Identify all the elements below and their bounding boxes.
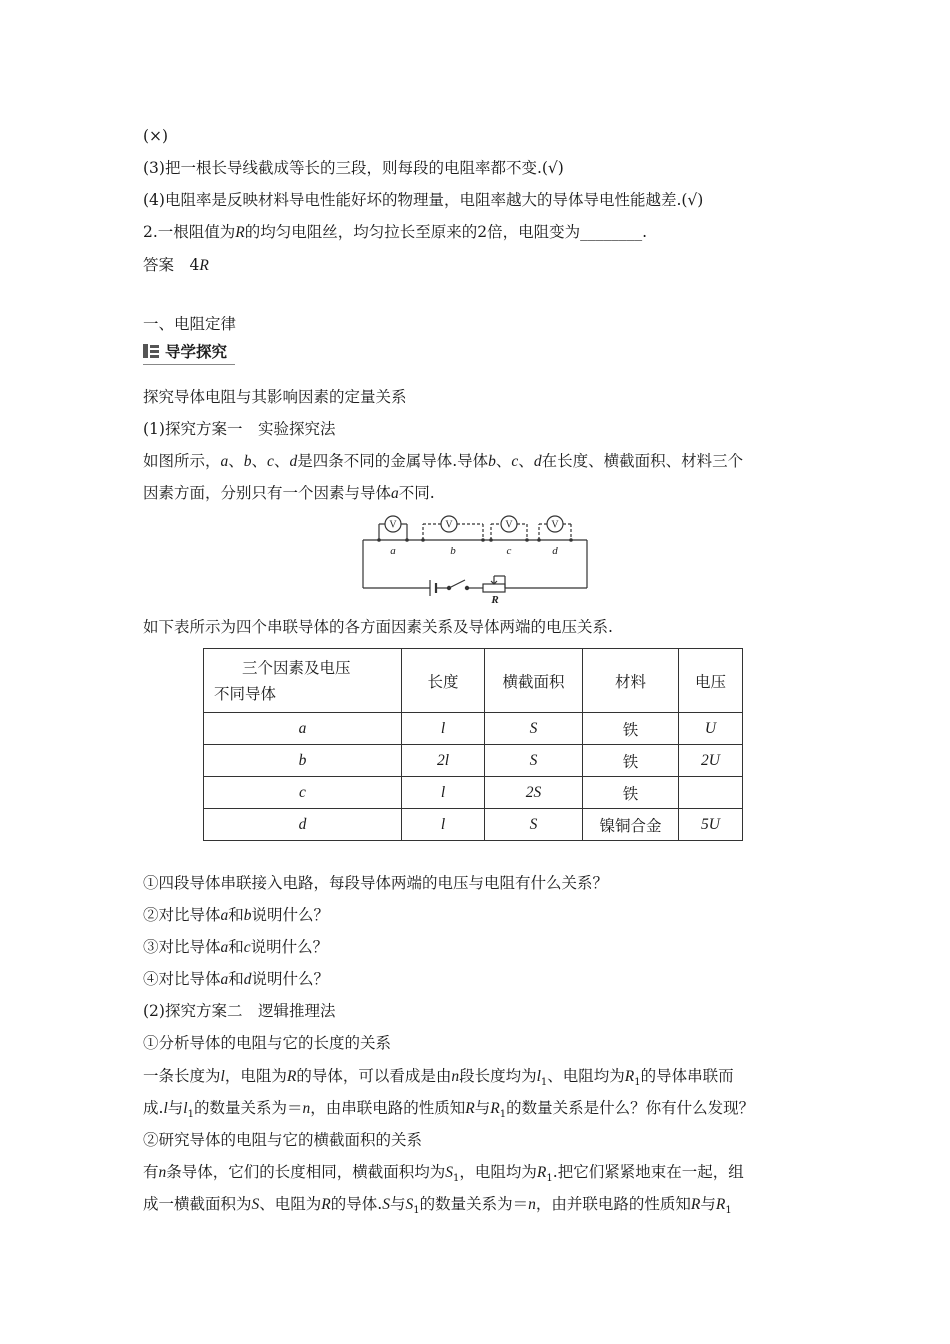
statement-3: (3)把一根长导线截成等长的三段，则每段的电阻率都不变.(√) [143, 159, 564, 177]
corner-top: 三个因素及电压 [242, 658, 351, 677]
answer-line: 答案 4R [143, 256, 209, 274]
question-3-compare: ③对比导体a和c说明什么？ [143, 938, 329, 956]
analysis-area: ②研究导体的电阻与它的横截面积的关系 [143, 1131, 423, 1149]
table-corner-header [204, 649, 402, 713]
table-intro: 如下表所示为四个串联导体的各方面因素关系及导体两端的电压关系. [143, 618, 613, 636]
list-icon [143, 343, 159, 359]
section-divider [143, 364, 235, 365]
intro-line-1: 如图所示，a、b、c、d是四条不同的金属导体.导体b、c、d在长度、横截面积、材料三个 [143, 452, 744, 470]
question-2: 2.一根阻值为R的均匀电阻丝，均匀拉长至原来的2倍，电阻变为________. [143, 223, 648, 241]
answer-mark: (×) [143, 127, 169, 145]
conductor-a-label: a [390, 545, 396, 557]
corner-bottom: 不同导体 [214, 684, 277, 703]
plan-one: (1)探究方案一 实验探究法 [143, 420, 336, 438]
section-title: 一、电阻定律 [143, 315, 237, 333]
voltmeter-b: V [445, 519, 453, 531]
voltmeter-c: V [505, 519, 513, 531]
table-row: b 2l S 铁 2U [204, 745, 743, 777]
rheostat-label: R [491, 594, 499, 605]
conductor-d-label: d [552, 545, 558, 557]
area-para-1: 有n条导体，它们的长度相同，横截面积均为$S_1$，电阻均为$R_1$.把它们紧紧地束在一起，组 [143, 1163, 744, 1185]
question-1: ①四段导体串联接入电路，每段导体两端的电压与电阻有什么关系？ [143, 874, 609, 892]
length-para-1: 一条长度为l，电阻为R的导体，可以看成是由n段长度均为$l_1$、电阻均为$R_1$的导体串联而 [143, 1067, 734, 1089]
plan-two: (2)探究方案二 逻辑推理法 [143, 1002, 336, 1020]
conductor-c-label: c [506, 545, 512, 557]
length-para-2: 成.l与$l_1$的数量关系为＝n，由串联电路的性质知R与$R_1$的数量关系是什么？你有什么发现？ [143, 1099, 755, 1121]
col-header-area: 横截面积 [485, 649, 583, 713]
table-row: a l S 铁 U [204, 713, 743, 745]
question-2-compare: ②对比导体a和b说明什么？ [143, 906, 330, 924]
statement-4: (4)电阻率是反映材料导电性能好坏的物理量，电阻率越大的导体导电性能越差.(√) [143, 191, 704, 209]
question-4-compare: ④对比导体a和d说明什么？ [143, 970, 330, 988]
section-heading [143, 340, 227, 362]
area-para-2: 成一横截面积为S、电阻为R的导体.S与$S_1$的数量关系为＝n，由并联电路的性质知R与$R_1$ [143, 1195, 732, 1217]
voltmeter-a: V [389, 519, 397, 531]
section-heading-label: 导学探究 [165, 343, 228, 361]
analysis-length: ①分析导体的电阻与它的长度的关系 [143, 1034, 392, 1052]
table-row: d l S 镍铜合金 5U [204, 809, 743, 841]
col-header-length: 长度 [402, 649, 485, 713]
col-header-voltage: 电压 [679, 649, 743, 713]
voltmeter-d: V [551, 519, 559, 531]
topic-line: 探究导体电阻与其影响因素的定量关系 [143, 388, 407, 406]
conductor-table [203, 648, 743, 841]
table-row: c l 2S 铁 [204, 777, 743, 809]
col-header-material: 材料 [583, 649, 679, 713]
intro-line-2: 因素方面，分别只有一个因素与导体a不同. [143, 484, 435, 502]
conductor-b-label: b [450, 545, 456, 557]
circuit-diagram [355, 510, 595, 605]
